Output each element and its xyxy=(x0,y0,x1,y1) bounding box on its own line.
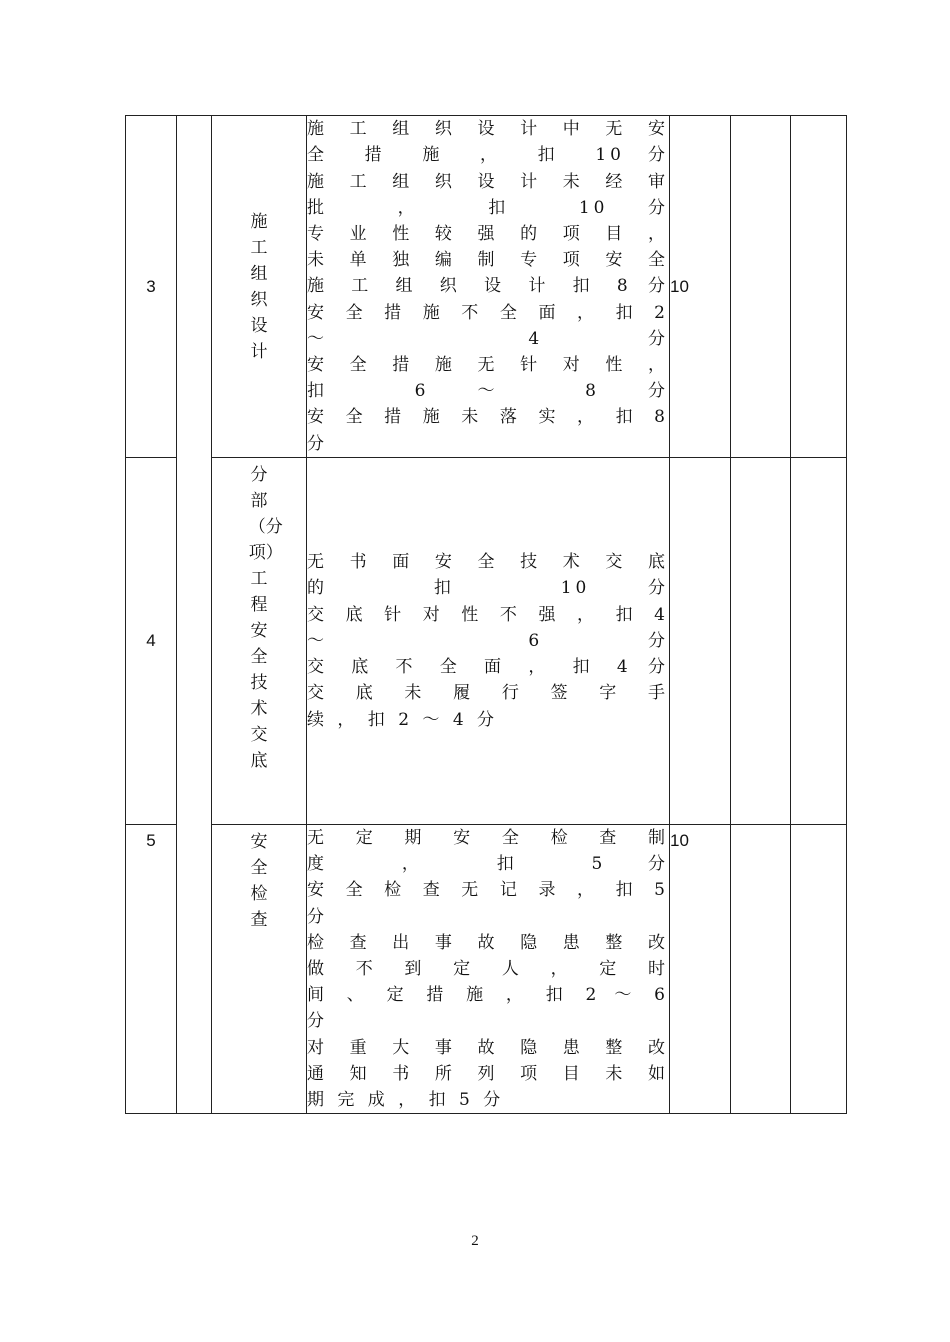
row-number: 3 xyxy=(126,116,177,458)
deduction-standard-line: 安 全 措 施 不 全 面 ， 扣 2 xyxy=(307,302,669,323)
deducted-score-cell xyxy=(731,825,791,1114)
score-value: 10 xyxy=(670,116,731,458)
deduction-standard-line: 通 知 书 所 列 项 目 未 如 xyxy=(307,1063,669,1084)
deduction-standard-line: 安 全 措 施 未 落 实 ， 扣 8 xyxy=(307,407,669,428)
deduction-standard-line: 无 书 面 安 全 技 术 交 底 xyxy=(307,552,669,573)
deduction-standard-line: 交 底 不 全 面 ， 扣 4 分 xyxy=(307,657,669,678)
merged-category-cell xyxy=(177,116,212,1114)
deduction-standard-line: 分 xyxy=(307,906,328,927)
deduction-standard-line: 的 扣 10 分 xyxy=(307,578,669,599)
deduction-standard-line: 施 工 组 织 设 计 未 经 审 xyxy=(307,171,669,192)
check-item xyxy=(212,116,307,458)
deduction-standard-lines xyxy=(307,116,669,457)
deduction-standard-line: 期 完 成 ， 扣 5 分 xyxy=(307,1090,505,1111)
score-value: 10 xyxy=(670,825,731,1114)
actual-score-cell xyxy=(791,116,847,458)
check-item xyxy=(212,458,307,825)
deduction-standard-lines xyxy=(307,825,669,1113)
deduction-standard-line: 专 业 性 较 强 的 项 目 ， xyxy=(307,223,669,244)
deduction-standard-line: 间 、 定 措 施 ， 扣 2 ～ 6 xyxy=(307,985,669,1006)
score-value xyxy=(670,458,731,825)
deducted-score-cell xyxy=(731,116,791,458)
deduction-standard-line: 安 全 措 施 无 针 对 性 ， xyxy=(307,355,669,375)
row-number: 4 xyxy=(126,458,177,825)
check-item-label: 施工组织设计 xyxy=(250,211,268,362)
safety-inspection-table xyxy=(125,115,847,1114)
deduction-standard-line: 施 工 组 织 设 计 中 无 安 xyxy=(307,119,669,140)
deduction-standard-line: 做 不 到 定 人 ， 定 时 xyxy=(307,959,669,980)
deduction-standard-line: 分 xyxy=(307,1011,328,1032)
deduction-standard-line: 分 xyxy=(307,433,328,454)
deduction-standard-line: 扣 6 ～ 8 分 xyxy=(307,381,669,402)
table-row xyxy=(126,825,847,1114)
deduction-standard-line: 检 查 出 事 故 隐 患 整 改 xyxy=(307,932,669,953)
deducted-score-cell xyxy=(731,458,791,825)
deduction-standard-line: 批 ， 扣 10 分 xyxy=(307,197,669,218)
row-number: 5 xyxy=(126,825,177,1114)
deduction-standard xyxy=(307,458,670,825)
deduction-standard-lines xyxy=(307,549,669,732)
deduction-standard xyxy=(307,825,670,1114)
deduction-standard-line: 度 ， 扣 5 分 xyxy=(307,854,669,875)
page-number: 2 xyxy=(471,1233,479,1249)
table-row xyxy=(126,458,847,825)
deduction-standard-line: 续 ， 扣 2 ～ 4 分 xyxy=(307,709,499,730)
deduction-standard-line: 施 工 组 织 设 计 扣 8 分 xyxy=(307,276,669,297)
deduction-standard-line: 安 全 检 查 无 记 录 ， 扣 5 xyxy=(307,880,669,901)
deduction-standard-line: 全 措 施 ， 扣 10 分 xyxy=(307,145,669,166)
deduction-standard-line: ～ 6 分 xyxy=(307,630,669,651)
deduction-standard-line: ～ 4 分 xyxy=(307,328,669,349)
table-row xyxy=(126,116,847,458)
actual-score-cell xyxy=(791,825,847,1114)
deduction-standard xyxy=(307,116,670,458)
check-item-label: 分部（分项）工程安全技术交底 xyxy=(248,465,283,771)
deduction-standard-line: 无 定 期 安 全 检 查 制 xyxy=(307,828,669,848)
deduction-standard-line: 交 底 针 对 性 不 强 ， 扣 4 xyxy=(307,604,669,625)
check-item xyxy=(212,825,307,1114)
deduction-standard-line: 对 重 大 事 故 隐 患 整 改 xyxy=(307,1037,669,1058)
actual-score-cell xyxy=(791,458,847,825)
deduction-standard-line: 交 底 未 履 行 签 字 手 xyxy=(307,683,669,704)
check-item-label: 安全检查 xyxy=(250,832,268,930)
deduction-standard-line: 未 单 独 编 制 专 项 安 全 xyxy=(307,250,669,271)
